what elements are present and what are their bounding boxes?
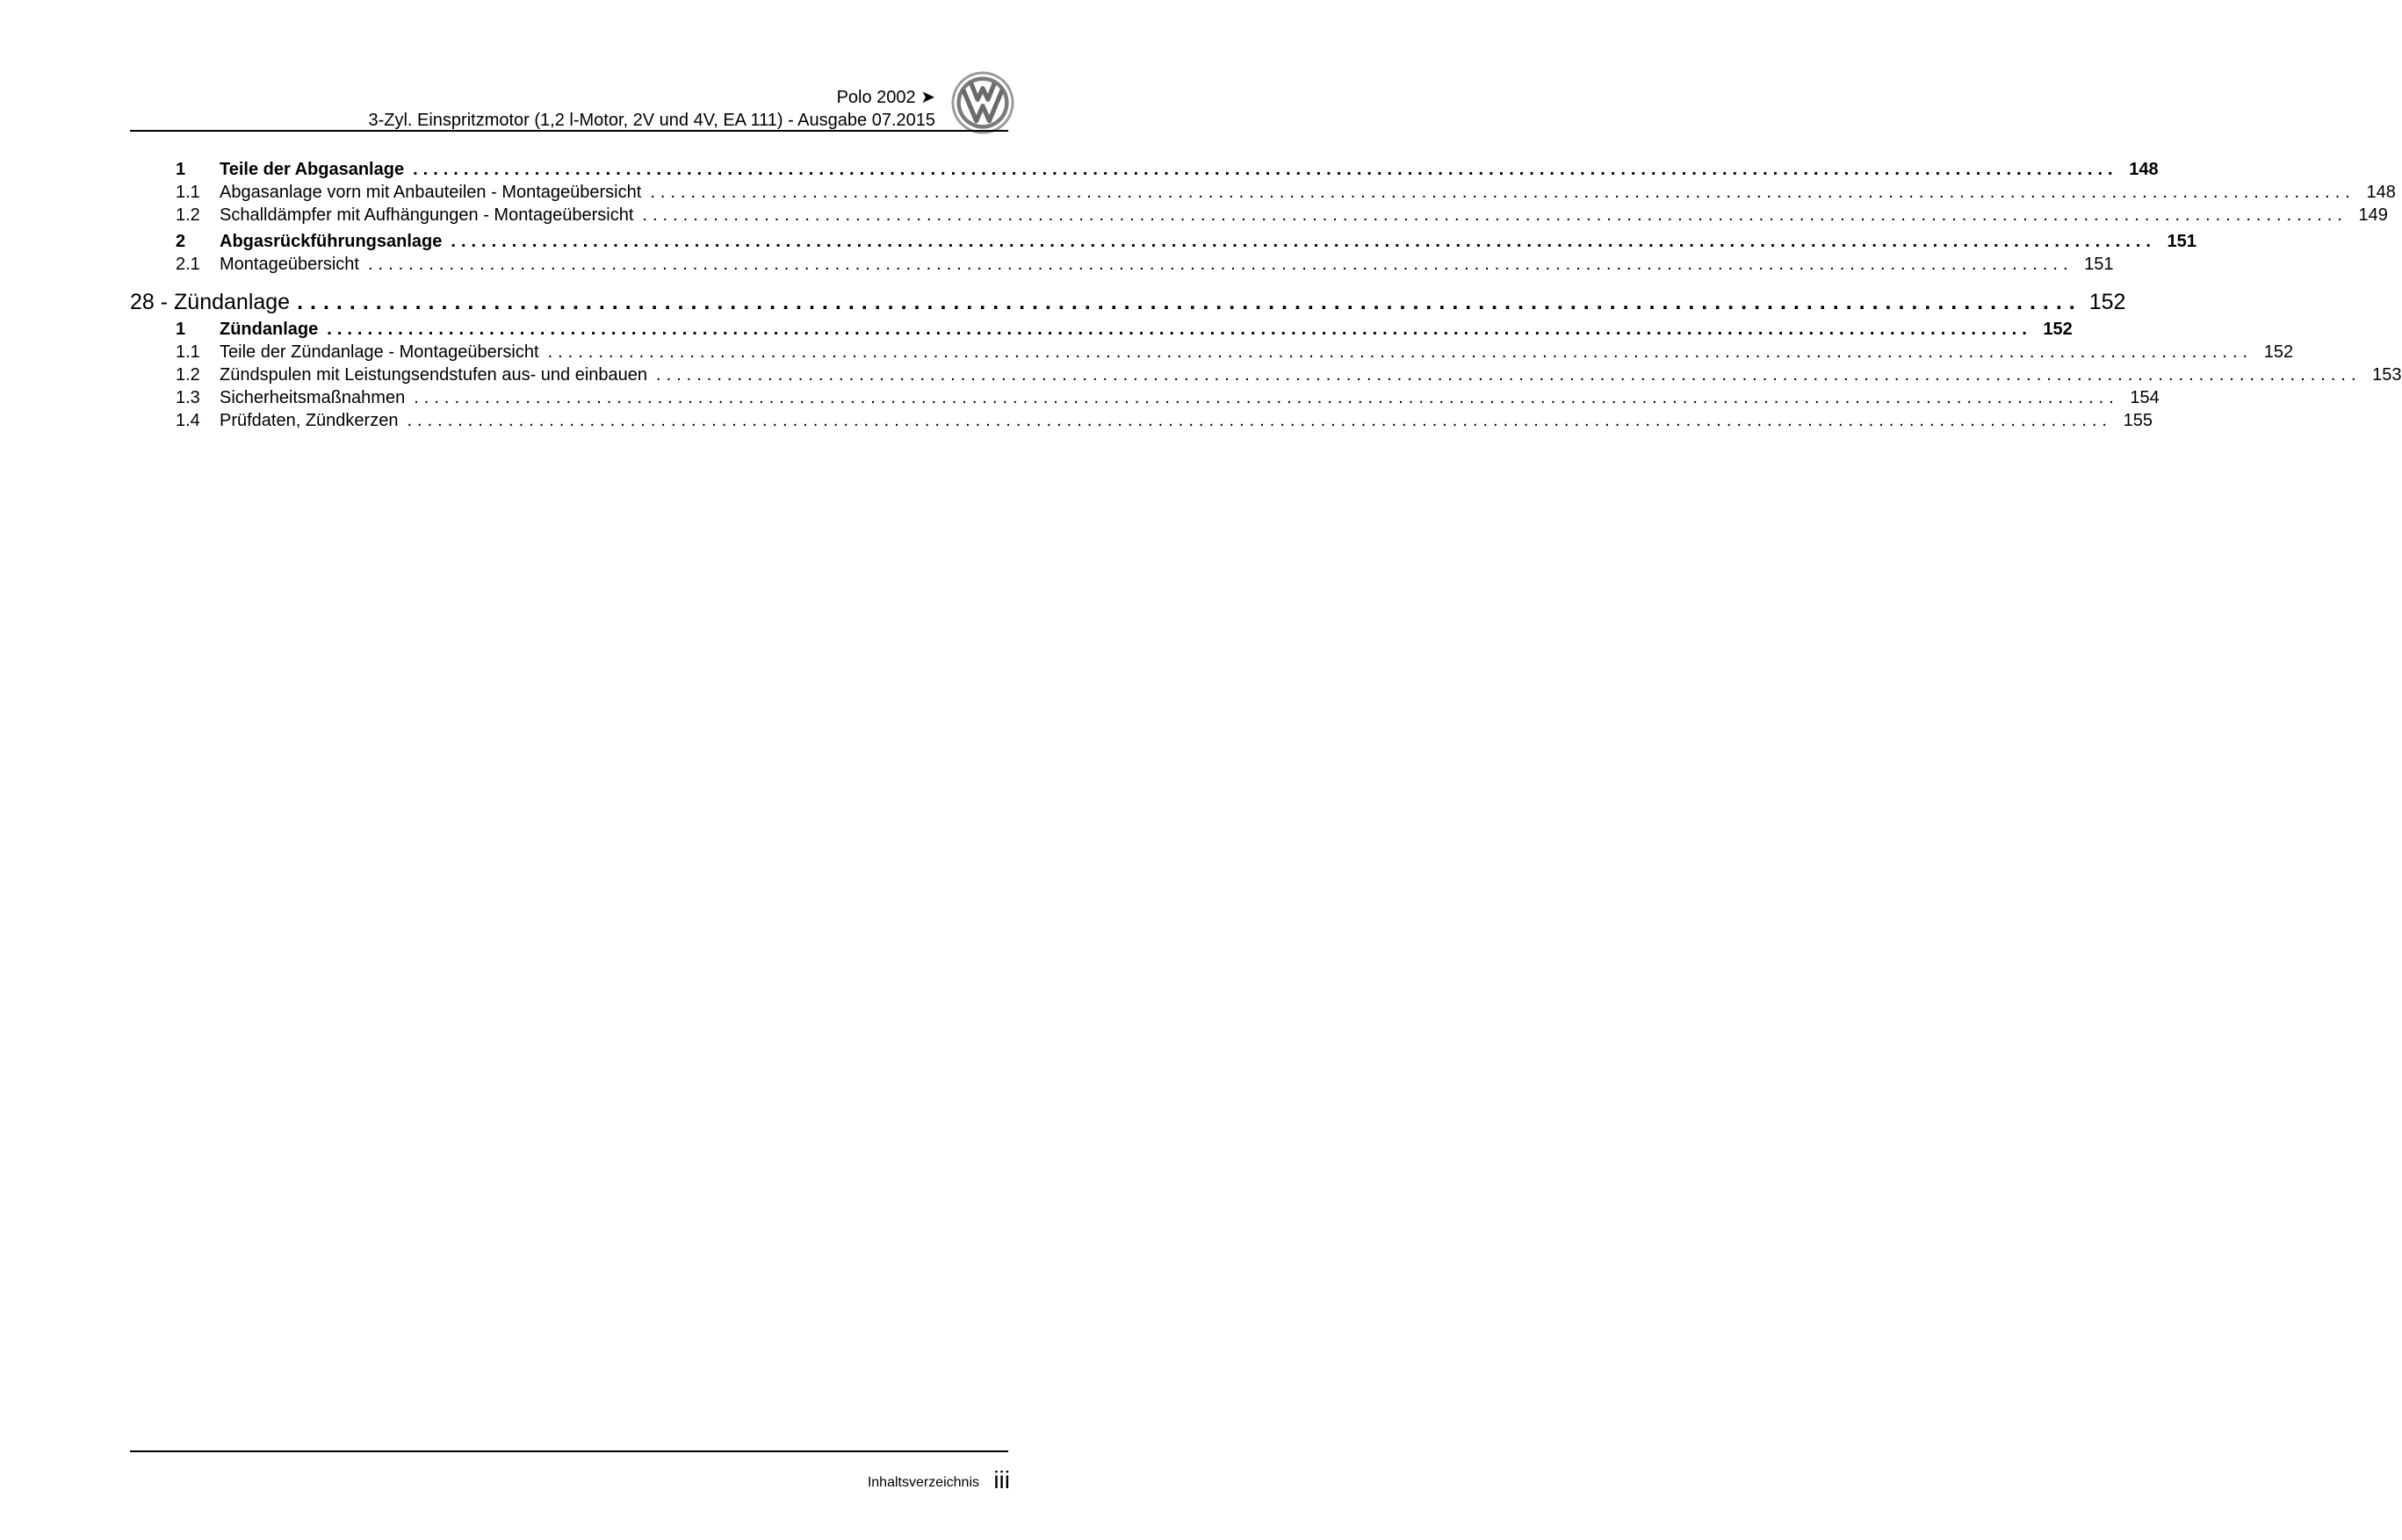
toc-entry-page: 152: [2043, 320, 2073, 339]
toc-entry[interactable]: [130, 386, 2160, 409]
toc-entry-number: 2: [176, 232, 186, 251]
dot-leader: ........................................................................................................................................................................: [656, 365, 2362, 385]
toc-entry[interactable]: [130, 230, 2196, 253]
toc-entry-number: 1: [176, 320, 186, 339]
dot-leader: ........................................................................................................................................................................: [451, 232, 2156, 251]
toc-entry[interactable]: [130, 158, 2159, 181]
toc-entry[interactable]: [130, 363, 2402, 386]
dot-leader: ........................................................................................................................................................................: [327, 320, 2032, 339]
dot-leader: ........................................................................................................................................................................: [413, 160, 2118, 179]
toc-entry[interactable]: [130, 253, 2114, 276]
toc-entry-number: 1.1: [176, 342, 200, 362]
toc-entry-page: 151: [2084, 255, 2114, 274]
dot-leader: ........................................................................................................................................: [297, 290, 2082, 314]
toc-chapter-page: 152: [2088, 290, 2126, 314]
toc-entry-page: 154: [2130, 388, 2160, 407]
toc-entry-number: 1: [176, 160, 186, 179]
toc-entry-page: 155: [2123, 411, 2153, 430]
toc-entry-title: Teile der Zündanlage - Montageübersicht: [220, 342, 539, 362]
toc-chapter-title: 28 - Zündanlage: [130, 290, 291, 314]
toc-entry-title: Abgasanlage vorn mit Anbauteilen - Montageübersicht: [220, 183, 642, 202]
dot-leader: ........................................................................................................................................................................: [642, 205, 2348, 225]
toc-entry-number: 1.3: [176, 388, 200, 407]
page-header: [368, 86, 935, 132]
toc-entry-title: Montageübersicht: [220, 255, 359, 274]
toc-entry-page: 152: [2263, 342, 2294, 362]
toc-entry[interactable]: [130, 181, 2396, 204]
toc-entry-number: 1.2: [176, 205, 200, 225]
toc-entry-number: 1.2: [176, 365, 200, 385]
toc-entry[interactable]: [130, 204, 2388, 227]
header-model: Polo 2002 ➤: [836, 88, 935, 107]
toc-entry-page: 149: [2358, 205, 2388, 225]
toc-entry-title: Sicherheitsmaßnahmen: [220, 388, 406, 407]
toc-entry-number: 2.1: [176, 255, 200, 274]
toc-entry[interactable]: [130, 341, 2294, 363]
header-subtitle: 3-Zyl. Einspritzmotor (1,2 l-Motor, 2V und 4V, EA 111) - Ausgabe 07.2015: [368, 111, 935, 130]
toc-entry-number: 1.4: [176, 411, 200, 430]
header-divider: [130, 130, 1008, 132]
toc-entry-title: Abgasrückführungsanlage: [220, 232, 443, 251]
toc-entry-page: 148: [2129, 160, 2159, 179]
footer-divider: [130, 1450, 1008, 1452]
toc-entry-page: 151: [2167, 232, 2196, 251]
dot-leader: ........................................................................................................................................................................: [407, 411, 2112, 430]
table-of-contents: [130, 158, 2402, 432]
toc-chapter[interactable]: [130, 286, 2126, 318]
toc-entry-title: Teile der Abgasanlage: [220, 160, 405, 179]
toc-entry[interactable]: [130, 318, 2073, 341]
toc-entry-title: Zündspulen mit Leistungsendstufen aus- und einbauen: [220, 365, 648, 385]
footer-page-number: iii: [993, 1466, 1010, 1493]
toc-entry-title: Zündanlage: [220, 320, 319, 339]
toc-entry[interactable]: [130, 409, 2153, 432]
dot-leader: ........................................................................................................................................................................: [650, 183, 2355, 202]
footer-label: Inhaltsverzeichnis: [867, 1475, 979, 1490]
toc-entry-page: 153: [2372, 365, 2402, 385]
toc-entry-title: Schalldämpfer mit Aufhängungen - Montageübersicht: [220, 205, 634, 225]
toc-entry-title: Prüfdaten, Zündkerzen: [220, 411, 399, 430]
toc-entry-number: 1.1: [176, 183, 200, 202]
toc-entry-page: 148: [2366, 183, 2396, 202]
dot-leader: ........................................................................................................................................................................: [367, 255, 2074, 274]
dot-leader: ........................................................................................................................................................................: [547, 342, 2254, 362]
dot-leader: ........................................................................................................................................................................: [414, 388, 2119, 407]
vw-logo-icon: [950, 70, 1015, 135]
